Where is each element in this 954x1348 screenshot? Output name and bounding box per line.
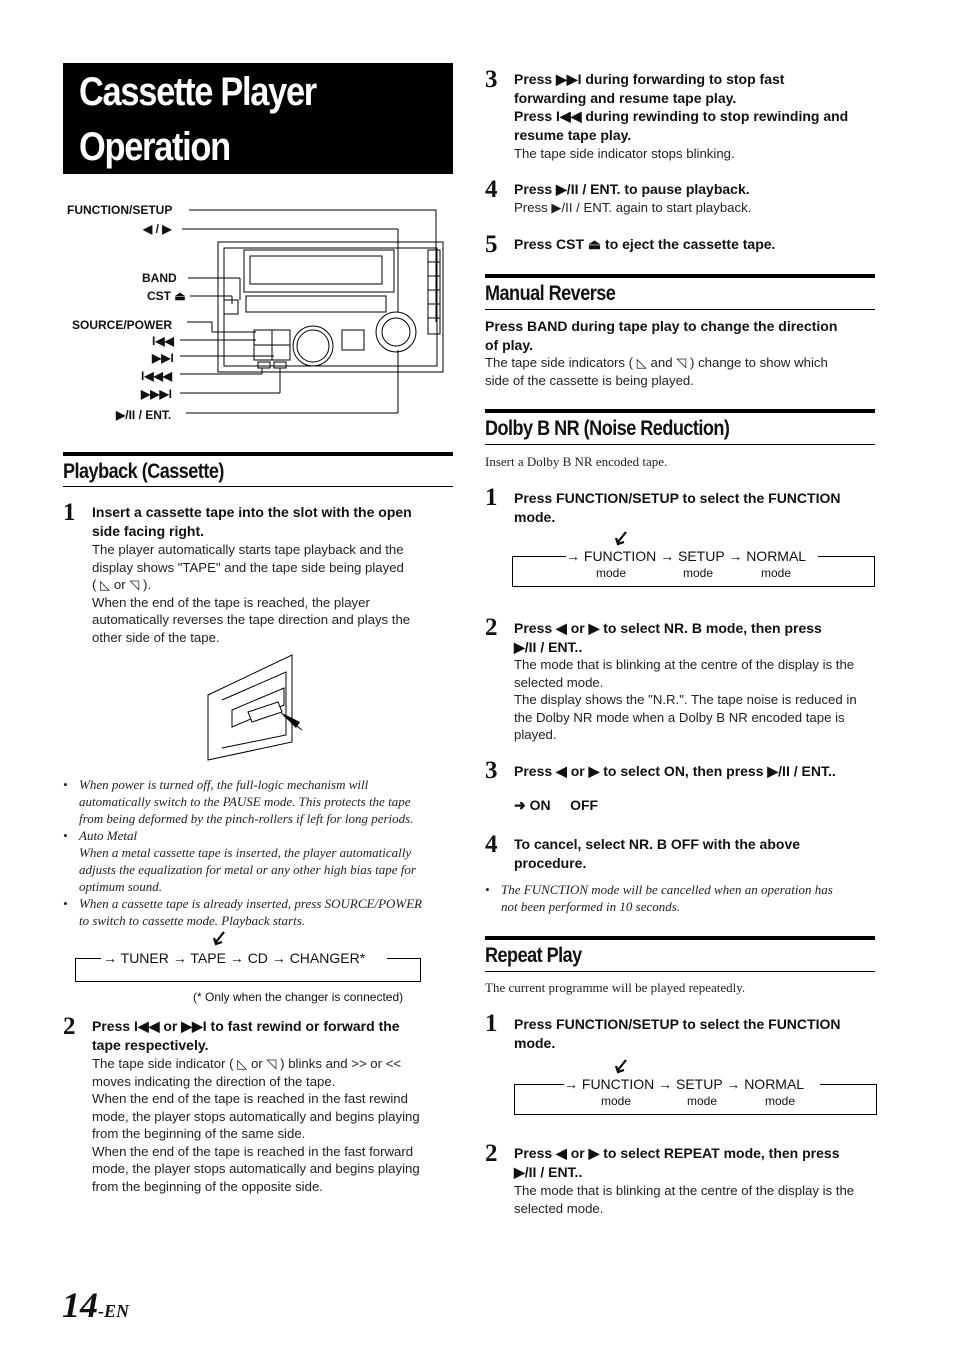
label-next: ▶▶I — [152, 351, 174, 365]
repeat-intro: The current programme will be played repeatedly. — [485, 980, 746, 995]
playback-step1-number: 1 — [63, 499, 76, 526]
right-step3-number: 3 — [485, 66, 498, 93]
right-step3-instruction: Press ▶▶I during forwarding to stop fast forwarding and resume tape play. Press I◀◀ during rewinding to stop rewinding and resume tape play. — [514, 71, 849, 143]
label-prev: I◀◀ — [152, 334, 174, 348]
dolby-step3-number: 3 — [485, 757, 498, 784]
dolby-step2-description: The mode that is blinking at the centre of the display is the selected mode. The display shows the "N.R.". The tape noise is reduced in the Dolby NR mode when a Dolby B NR encoded tape is played. — [514, 657, 857, 742]
label-fast-forward: ▶▶▶I — [141, 387, 173, 401]
flow-mode-label: mode — [687, 1094, 718, 1108]
flow-mode-label: mode — [765, 1094, 796, 1108]
dolby-function-flow — [512, 540, 875, 587]
manual-reverse-heading: Manual Reverse — [485, 282, 616, 305]
label-function-setup: FUNCTION/SETUP — [67, 203, 173, 217]
label-play-pause-ent: ▶/II / ENT. — [116, 408, 172, 422]
page-title-line1: Cassette Player — [79, 70, 316, 114]
repeat-step2-description: The mode that is blinking at the centre of the display is the selected mode. — [514, 1183, 855, 1216]
label-source-power: SOURCE/POWER — [72, 318, 173, 332]
source-flow-footnote: (* Only when the changer is connected) — [193, 990, 404, 1004]
playback-step1-description: The player automatically starts tape playback and the display shows "TAPE" and the tape side being played ( ◺ or ◹ ). When the end of the tape is reached, the player automatically reverses the tape direction and plays the other side of the tape. — [92, 542, 411, 645]
repeat-heading: Repeat Play — [485, 944, 582, 967]
playback-heading: Playback (Cassette) — [63, 460, 224, 483]
dolby-flow-text: → FUNCTION → SETUP → NORMAL — [566, 548, 807, 564]
manual-reverse-instruction: Press BAND during tape play to change the direction of play. — [485, 318, 838, 353]
flow-mode-label: mode — [683, 566, 714, 580]
right-step4-number: 4 — [485, 176, 498, 203]
right-step3-description: The tape side indicator stops blinking. — [514, 146, 735, 161]
manual-reverse-section-header — [485, 274, 875, 310]
repeat-section-header — [485, 936, 875, 972]
page-title-line2: Operation — [79, 125, 230, 169]
dolby-step1-instruction: Press FUNCTION/SETUP to select the FUNCTION mode. — [514, 490, 841, 525]
repeat-step1-instruction: Press FUNCTION/SETUP to select the FUNCTION mode. — [514, 1016, 841, 1051]
dolby-step1-number: 1 — [485, 484, 498, 511]
dolby-step4-instruction: To cancel, select NR. B OFF with the above procedure. — [514, 836, 801, 871]
flow-mode-label: mode — [596, 566, 627, 580]
label-left-right: ◀ / ▶ — [143, 222, 172, 236]
dolby-note: • The FUNCTION mode will be cancelled when an operation has not been performed in 10 seconds. — [485, 882, 833, 914]
repeat-flow-text: → FUNCTION → SETUP → NORMAL — [564, 1076, 805, 1092]
dolby-section-header — [485, 409, 875, 445]
label-band: BAND — [142, 271, 177, 285]
right-step5-instruction: Press CST ⏏ to eject the cassette tape. — [514, 236, 776, 252]
dolby-step2-number: 2 — [485, 614, 498, 641]
playback-step2-description: The tape side indicator ( ◺ or ◹ ) blinks and >> or << moves indicating the direction of the tape. When the end of the tape is reached in the fast rewind mode, the player stops automatically and begins playing from the beginning of the same side. When the end of the tape is reached in the fast forward mode, the player stops automatically and begins playing from the beginning of the opposite side. — [92, 1056, 420, 1194]
pointer-arrow-icon — [210, 932, 230, 952]
repeat-function-flow — [514, 1068, 877, 1115]
source-flow-text: → TUNER → TAPE → CD → CHANGER* — [103, 950, 366, 966]
right-step4-description: Press ▶/II / ENT. again to start playback. — [514, 200, 752, 215]
flow-mode-label: mode — [601, 1094, 632, 1108]
dolby-step3-instruction: Press ◀ or ▶ to select ON, then press ▶/II / ENT.. — [514, 763, 836, 779]
manual-reverse-description: The tape side indicators ( ◺ and ◹ ) change to show which side of the cassette is being played. — [485, 355, 828, 388]
page-number: 14-EN — [62, 1285, 129, 1325]
playback-step2-number: 2 — [63, 1013, 76, 1040]
dolby-step4-number: 4 — [485, 831, 498, 858]
right-step4-instruction: Press ▶/II / ENT. to pause playback. — [514, 181, 750, 197]
repeat-step1-number: 1 — [485, 1010, 498, 1037]
playback-notes: • When power is turned off, the full-logic mechanism will automatically switch to the PAUSE mode. This protects the tape from being deformed by the pinch-rollers if left for long periods. • Auto Metal When a metal cassette tape is inserted, the player automatically adjusts the equalization for metal or any other high bias tape for optimum sound. • When a cassette tape is already inserted, press SOURCE/POWER to switch to cassette mode. Playback starts. — [63, 777, 423, 928]
dolby-heading: Dolby B NR (Noise Reduction) — [485, 417, 730, 440]
dolby-intro: Insert a Dolby B NR encoded tape. — [485, 454, 668, 469]
dolby-step3-options: ➜ ON OFF — [514, 797, 599, 813]
source-flow-diagram — [75, 940, 421, 982]
repeat-step2-instruction: Press ◀ or ▶ to select REPEAT mode, then press ▶/II / ENT.. — [514, 1145, 840, 1180]
repeat-step2-number: 2 — [485, 1140, 498, 1167]
label-rewind: I◀◀◀ — [141, 369, 173, 383]
playback-step2-instruction: Press I◀◀ or ▶▶I to fast rewind or forward the tape respectively. — [92, 1018, 400, 1053]
flow-mode-label: mode — [761, 566, 792, 580]
playback-step1-instruction: Insert a cassette tape into the slot with the open side facing right. — [92, 504, 412, 539]
label-cst: CST ⏏ — [147, 289, 186, 303]
dolby-step2-instruction: Press ◀ or ▶ to select NR. B mode, then press ▶/II / ENT.. — [514, 620, 822, 655]
right-step5-number: 5 — [485, 231, 498, 258]
